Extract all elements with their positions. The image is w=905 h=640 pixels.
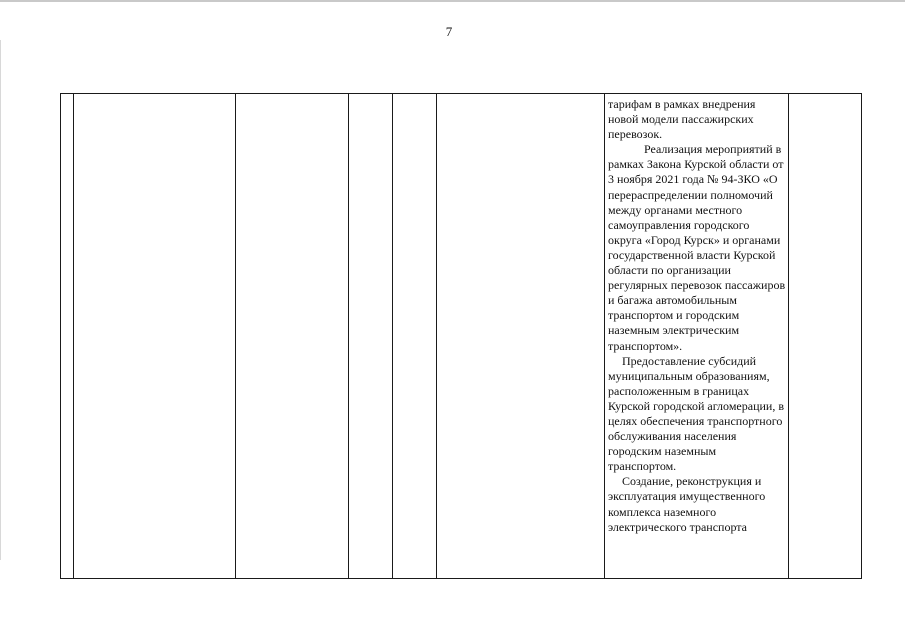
- table-cell-col-2: [74, 94, 236, 579]
- table-cell-col-3: [236, 94, 349, 579]
- paragraph-tariffs: тарифам в рамках внедрения новой модели пассажирских перевозок.: [608, 97, 756, 142]
- scan-edge-top: [0, 0, 905, 2]
- paragraph-law-measures: Реализация мероприятий в рамках Закона Курской области от 3 ноября 2021 года № 94-ЗКО «О перераспределении полномочий между органами местного самоуправления городского округа «Город Курск» и органами государственной власти Курской области по организации регулярных перевозок пассажиров и багажа автомобильным транспортом и городским наземным электрическим транспортом».: [608, 142, 786, 353]
- paragraph-subsidies: Предоставление субсидий муниципальным образованиям, расположенным в границах Курской городской агломерации, в целях обеспечения транспортного обслуживания населения городским наземным транспортом.: [608, 353, 784, 474]
- measures-text: [605, 94, 788, 535]
- table-row: [61, 94, 862, 579]
- table-cell-col-7: [605, 94, 789, 579]
- table-cell-col-6: [437, 94, 605, 579]
- table-cell-col-8: [789, 94, 862, 579]
- document-table: [60, 93, 862, 579]
- scan-edge-left: [0, 40, 1, 560]
- page-number: 7: [445, 24, 453, 39]
- table-cell-col-4: [349, 94, 393, 579]
- paragraph-electric-transport: Создание, реконструкция и эксплуатация имущественного комплекса наземного электрического транспорта: [608, 474, 766, 534]
- table-cell-col-1: [61, 94, 74, 579]
- table-cell-col-5: [393, 94, 437, 579]
